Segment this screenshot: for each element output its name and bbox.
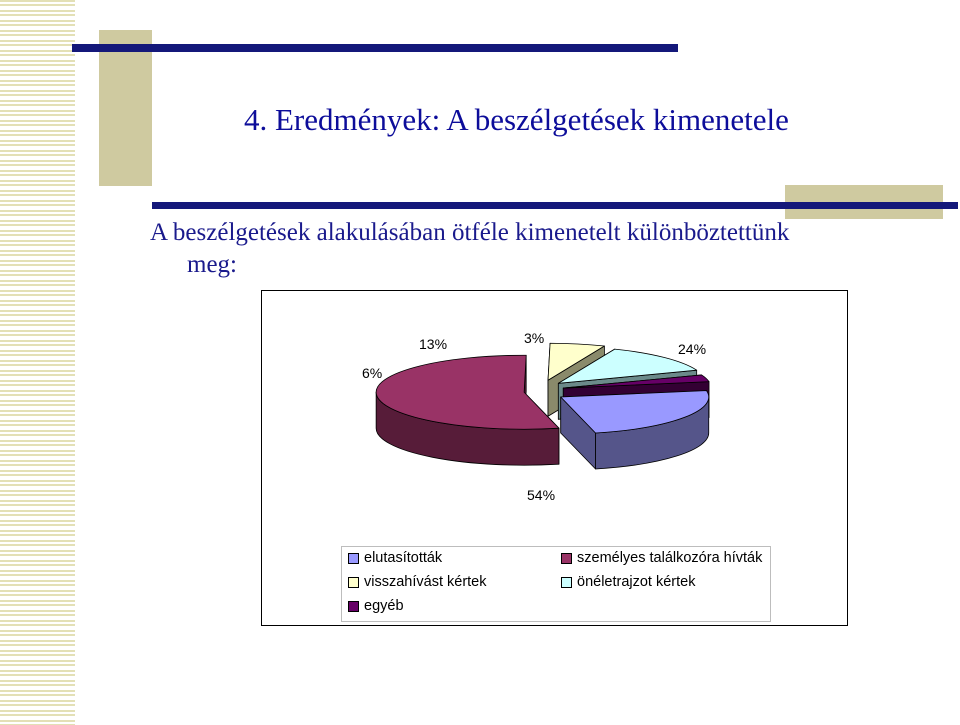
legend-swatch [348,577,359,588]
decorative-line-top [72,44,678,52]
legend-label: visszahívást kértek [364,574,487,590]
label-egyeb: 3% [524,330,545,346]
legend-item-visszahivast [348,574,487,590]
label-visszahivast: 6% [362,365,383,381]
legend-item-oneletrajzot [561,574,695,590]
legend-swatch [348,601,359,612]
legend-item-egyeb [348,598,404,614]
legend-swatch [561,577,572,588]
slide-title: 4. Eredmények: A beszélgetések kimenetele [244,102,789,137]
slide-subtitle [150,217,850,281]
decorative-line-middle [152,202,958,209]
legend-item-elutasitottak [348,550,442,566]
legend-swatch [561,553,572,564]
subtitle-line-1: A beszélgetések alakulásában ötféle kimenetelt különböztettünk [150,219,790,246]
label-oneletrajzot: 13% [419,336,448,352]
chart-legend [341,546,771,622]
legend-item-szemelyes [561,550,762,566]
legend-swatch [348,553,359,564]
legend-label: személyes találkozóra hívták [577,550,763,566]
decorative-stripes [0,0,75,725]
chart-frame [261,290,848,626]
label-elutasitottak: 24% [678,341,707,357]
decorative-block-left [99,30,152,186]
label-szemelyes: 54% [527,487,556,503]
subtitle-line-2: meg: [187,251,237,278]
legend-label: egyéb [364,598,404,614]
legend-label: önéletrajzot kértek [577,574,696,590]
legend-label: elutasították [364,550,443,566]
